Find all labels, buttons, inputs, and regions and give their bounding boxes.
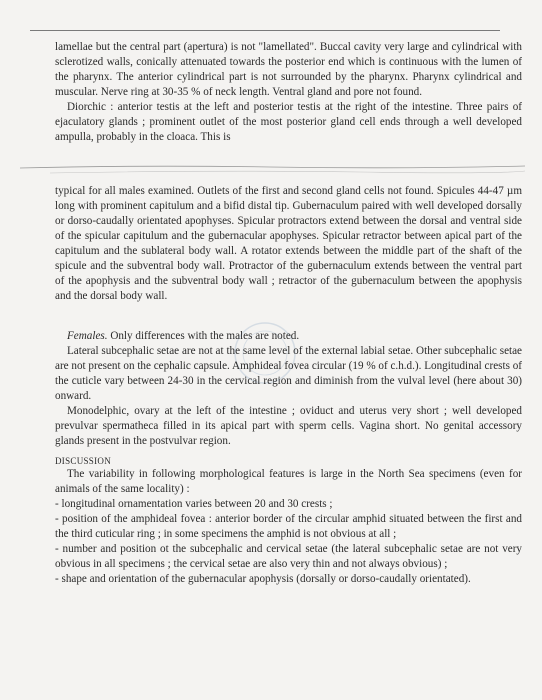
- discussion-intro: The variability in following morphological features is large in the North Sea specimens (even for animals of the same locality) :: [55, 468, 522, 495]
- discussion-item-amphideal-fovea: - position of the amphideal fovea : anterior border of the circular amphid situated between the first and the third cuticular ring ; in some specimens the amphid is not obvious at all ;: [55, 513, 522, 540]
- text-block-upper: [55, 40, 522, 145]
- paragraph-buccal-cavity: lamellae but the central part (apertura) is not "lamellated". Buccal cavity very large and cylindrical with sclerotized walls, conically attenuated towards the posterior end which is continuous with the lumen of the pharynx. The anterior cylindrical part is not surrounded by the pharynx. Pharynx cylindrical and muscular. Nerve ring at 30-35 % of neck length. Ventral gland and pore not found.: [55, 41, 522, 98]
- paragraph-monodelphic: Monodelphic, ovary at the left of the intestine ; oviduct and uterus very short ; well developed prevulvar spermatheca filled in its apical part with sperm cells. Vagina short. No genital accessory glands present in the postvulvar region.: [55, 405, 522, 447]
- text-block-females: [55, 329, 522, 449]
- paragraph-spicules: typical for all males examined. Outlets of the first and second gland cells not found. Spicules 44-47 µm long with prominent capitulum and a bifid distal tip. Gubernaculum paired with well developed dorsally or dorso-caudally orientated apophyses. Spicular protractors extend between the dorsal and ventral side of the spicular capitulum and the gubernacular apophyses. Spicular retractor between apical part of the capitulum and the sublateral body wall. A rotator extends between the middle part of the shaft of the spicule and the subventral body wall. Protractor of the gubernaculum extends between the ventral part of the apophysis and the subventral body wall ; retractor of the gubernaculum between the apophysis and the dorsal body wall.: [55, 185, 522, 302]
- discussion-heading: DISCUSSION: [55, 456, 112, 466]
- text-block-males-continued: [55, 184, 522, 304]
- paragraph-diorchic: Diorchic : anterior testis at the left and posterior testis at the right of the intestine. Three pairs of ejaculatory glands ; prominent outlet of the most posterior gland cell ends through a well developed ampulla, probably in the cloaca. This is: [55, 101, 522, 143]
- discussion-item-ornamentation: - longitudinal ornamentation varies between 20 and 30 crests ;: [55, 498, 333, 510]
- females-note: Only differences with the males are noted.: [107, 330, 300, 342]
- top-rule: [30, 30, 500, 31]
- text-block-discussion: [55, 467, 522, 587]
- page-splice-divider: [20, 160, 525, 180]
- paragraph-subcephalic-setae: Lateral subcephalic setae are not at the same level of the external labial setae. Other subcephalic setae are not present on the cephalic capsule. Amphideal fovea circular (19 % of c.h.d.). Longitudinal crests of the cuticle vary between 24-30 in the cervical region and diminish from the vulval level (here about 30) onward.: [55, 345, 522, 402]
- discussion-item-setae: - number and position ot the subcephalic and cervical setae (the lateral subcephalic setae are not very obvious in all specimens ; the cervical setae are also very thin and not always obvious) ;: [55, 543, 522, 570]
- paragraph-females-intro: [55, 329, 522, 344]
- females-heading: Females.: [67, 330, 108, 342]
- discussion-item-gubernacular-apophysis: - shape and orientation of the gubernacular apophysis (dorsally or dorso-caudally orientated).: [55, 573, 471, 585]
